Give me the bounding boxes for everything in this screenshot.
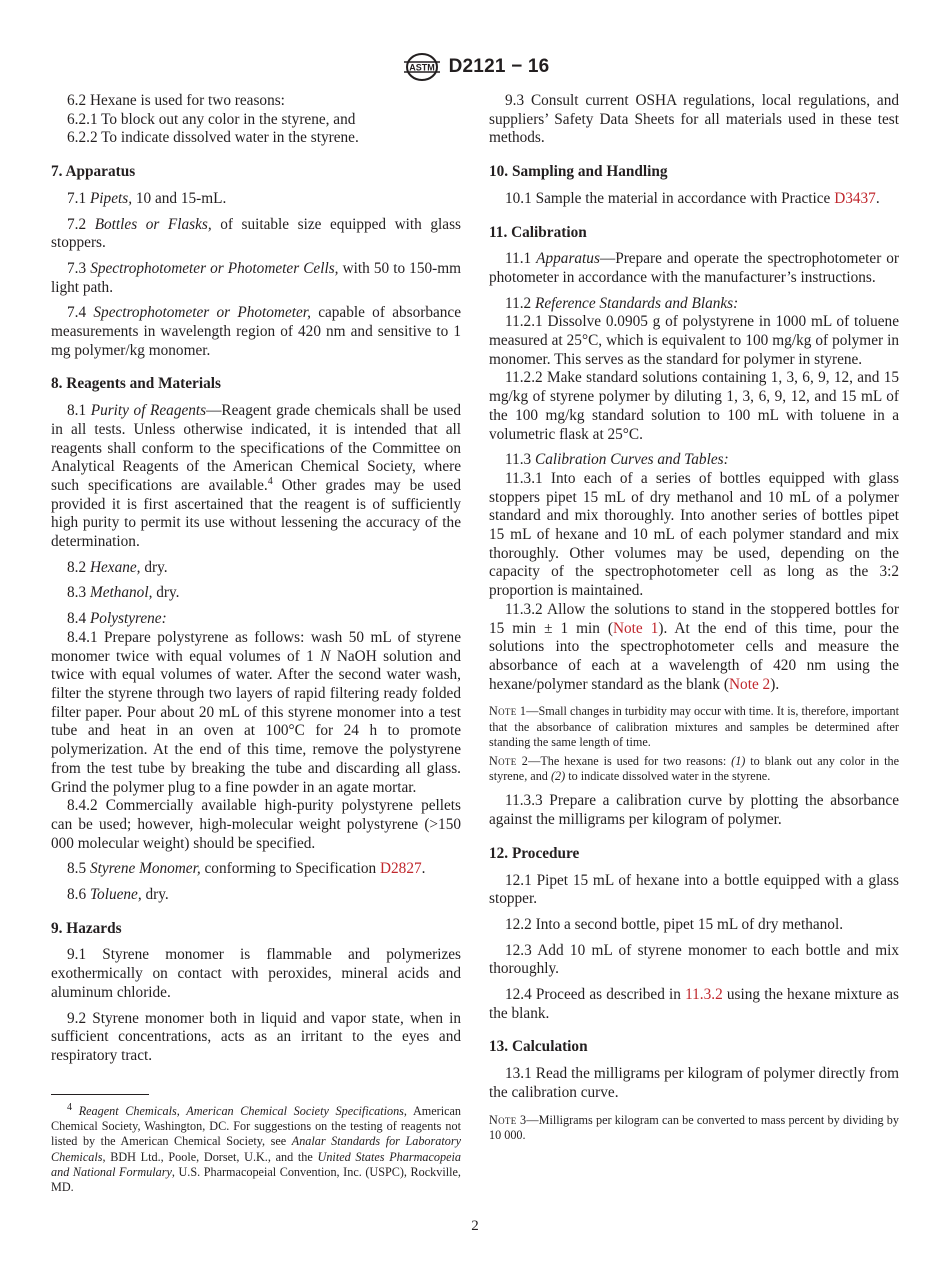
section-12-2: 12.2 Into a second bottle, pipet 15 mL of dry methanol. [505,915,844,933]
note-2: Note 2—The hexane is used for two reasons: (1) to blank out any color in the styrene, and (2) to indicate dissolved water in the styrene. [489,754,899,784]
footnote-ref[interactable]: 4 [267,475,273,487]
section-8-4-1: 8.4.1 Prepare polystyrene as follows: wash 50 mL of styrene monomer twice with equal volumes of 1 N NaOH solution and twice with equal volumes of water. After the second water wash, filter the styrene through two layers of rapid filtering ready folded filter paper. Pour about 20 mL of this styrene monomer into a test tube and heat in an oven at 100°C for 24 h to promote polymerization. At the end of this time, remove the polystyrene from the test tube by breaking the tube and discarding all glass. Grind the polymer plug to a fine powder in an agate mortar. [51,628,461,796]
note-1: Note 1—Small changes in turbidity may occur with time. It is, therefore, important that the absorbance of calibration mixtures and samples be determined after standing the same length of time. [489,704,899,749]
link-d3437[interactable]: D3437 [834,189,876,207]
link-11-3-2[interactable]: 11.3.2 [685,986,723,1004]
heading-calculation: 13. Calculation [489,1038,588,1056]
section-10-1: 10.1 Sample the material in accordance with Practice D3437. [505,189,880,207]
section-8-4: 8.4 Polystyrene: [67,610,167,628]
section-9-2: 9.2 Styrene monomer both in liquid and vapor state, when in sufficient concentrations, acts as an irritant to the eyes and respiratory tract. [51,1009,461,1064]
link-d2827[interactable]: D2827 [379,860,422,878]
section-11-2-1: 11.2.1 Dissolve 0.0905 g of polystyrene in 1000 mL of toluene measured at 25°C, which is equivalent to 100 mg/kg of polymer in monomer. This serves as the standard for polymer in styrene. [489,313,899,368]
heading-procedure: 12. Procedure [489,844,580,862]
page-number: 2 [471,1218,479,1234]
section-7-1: 7.1 Pipets, 10 and 15-mL. [67,189,227,207]
section-8-1: 8.1 Purity of Reagents—Reagent grade chemicals shall be used in all tests. Unless otherwise indicated, it is intended that all reagents shall conform to the specifications of the Committee on Analytical Reagents of the American Chemical Society, where such specifications are available.$^4$ Other grades may be used provided it is first ascertained that the reagent is of sufficiently high purity to permit its use without lessening the accuracy of the determination. [51,402,461,551]
section-7-3: 7.3 Spectrophotometer or Photometer Cells, with 50 to 150-mm light path. [51,259,462,296]
heading-calibration: 11. Calibration [489,223,587,241]
footnote-4: $^4$ Reagent Chemicals, American Chemical Society Specifications, American Chemical Society, Washington, DC. For suggestions on the testing of reagents not listed by the American Chemical Society, see Analar Standards for Laboratory Chemicals, BDH Ltd., Poole, Dorset, U.K., and the United States Pharmacopeia and National Formulary, U.S. Pharmacopeial Convention, Inc. (USPC), Rockville, MD. [51,1101,462,1195]
section-12-4: 12.4 Proceed as described in 11.3.2 using the hexane mixture as the blank. [489,986,899,1022]
svg-text:ASTM: ASTM [408,62,435,73]
section-8-6: 8.6 Toluene, dry. [67,886,169,904]
section-9-3: 9.3 Consult current OSHA regulations, local regulations, and suppliers’ Safety Data Sheets for all materials used in these test methods. [489,92,899,147]
section-11-1: 11.1 Apparatus—Prepare and operate the spectrophotometer or photometer in accordance with the manufacturer’s instructions. [489,250,899,286]
astm-logo-icon [401,52,443,82]
section-11-3-2: 11.3.2 Allow the solutions to stand in the stoppered bottles for 15 min ± 1 min (Note 1). At the end of this time, pour the solutions into the spectrophotometer cells and measure the absorbance of each at a wavelength of 420 nm using the hexane/polymer standard as the blank (Note 2). [489,600,899,693]
section-8-2: 8.2 Hexane, dry. [67,558,168,576]
link-note-2[interactable]: Note 2 [729,675,771,693]
section-6-2: 6.2 Hexane is used for two reasons: [67,92,285,109]
section-12-3: 12.3 Add 10 mL of styrene monomer to each bottle and mix thoroughly. [489,941,899,978]
section-8-3: 8.3 Methanol, dry. [67,584,180,602]
standard-id: D2121 − 16 [448,56,550,77]
section-9-1: 9.1 Styrene monomer is flammable and polymerizes exothermically on contact with peroxides, mineral acids and aluminum chloride. [51,946,461,1001]
heading-hazards: 9. Hazards [51,919,122,937]
section-7-4: 7.4 Spectrophotometer or Photometer, capable of absorbance measurements in wavelength region of 420 nm and sensitive to 1 mg polymer/kg monomer. [51,304,461,359]
section-6-2-1: 6.2.1 To block out any color in the styrene, and [67,110,356,128]
right-column [489,92,899,1151]
heading-sampling: 10. Sampling and Handling [489,163,668,181]
section-11-2-2: 11.2.2 Make standard solutions containing 1, 3, 6, 9, 12, and 15 mg/kg of styrene polymer by diluting 1, 3, 6, 9, 12, and 15 mL of the 100 mg/kg standard solution to 100 mL with toluene in a volumetric flask at 25°C. [489,369,899,443]
section-13-1: 13.1 Read the milligrams per kilogram of polymer directly from the calibration curve. [489,1065,899,1101]
section-7-2: 7.2 Bottles or Flasks, of suitable size equipped with glass stoppers. [51,215,461,252]
link-note-1[interactable]: Note 1 [612,619,659,637]
heading-apparatus: 7. Apparatus [51,163,136,181]
section-6-2-2: 6.2.2 To indicate dissolved water in the styrene. [67,129,359,147]
section-11-3-3: 11.3.3 Prepare a calibration curve by plotting the absorbance against the milligrams per kilogram of polymer. [489,792,899,829]
heading-reagents: 8. Reagents and Materials [51,375,221,393]
section-8-5: 8.5 Styrene Monomer, conforming to Specification D2827. [67,860,426,878]
section-11-3-1: 11.3.1 Into each of a series of bottles equipped with glass stoppers pipet 15 mL of dry methanol and 10 mL of a polymer standard and mix thoroughly. Into another series of bottles pipet 15 mL of hexane and 10 mL of each polymer standard and mix thoroughly. Other volumes may be used, depending on the capacity of the spectrophotometer cell as long as the 3:2 proportion is maintained. [489,469,899,600]
page-header [0,52,950,82]
section-8-4-2: 8.4.2 Commercially available high-purity polystyrene pellets can be used; however, high-molecular weight polystyrene (>150 000 molecular weight) should be specified. [51,797,461,852]
section-12-1: 12.1 Pipet 15 mL of hexane into a bottle equipped with a glass stopper. [489,871,899,908]
note-3: Note 3—Milligrams per kilogram can be converted to mass percent by dividing by 10 000. [489,1112,899,1142]
section-11-3: 11.3 Calibration Curves and Tables: [505,451,729,469]
footnote-divider [51,1094,149,1095]
section-11-2: 11.2 Reference Standards and Blanks: [505,294,739,312]
left-column [51,92,461,1073]
